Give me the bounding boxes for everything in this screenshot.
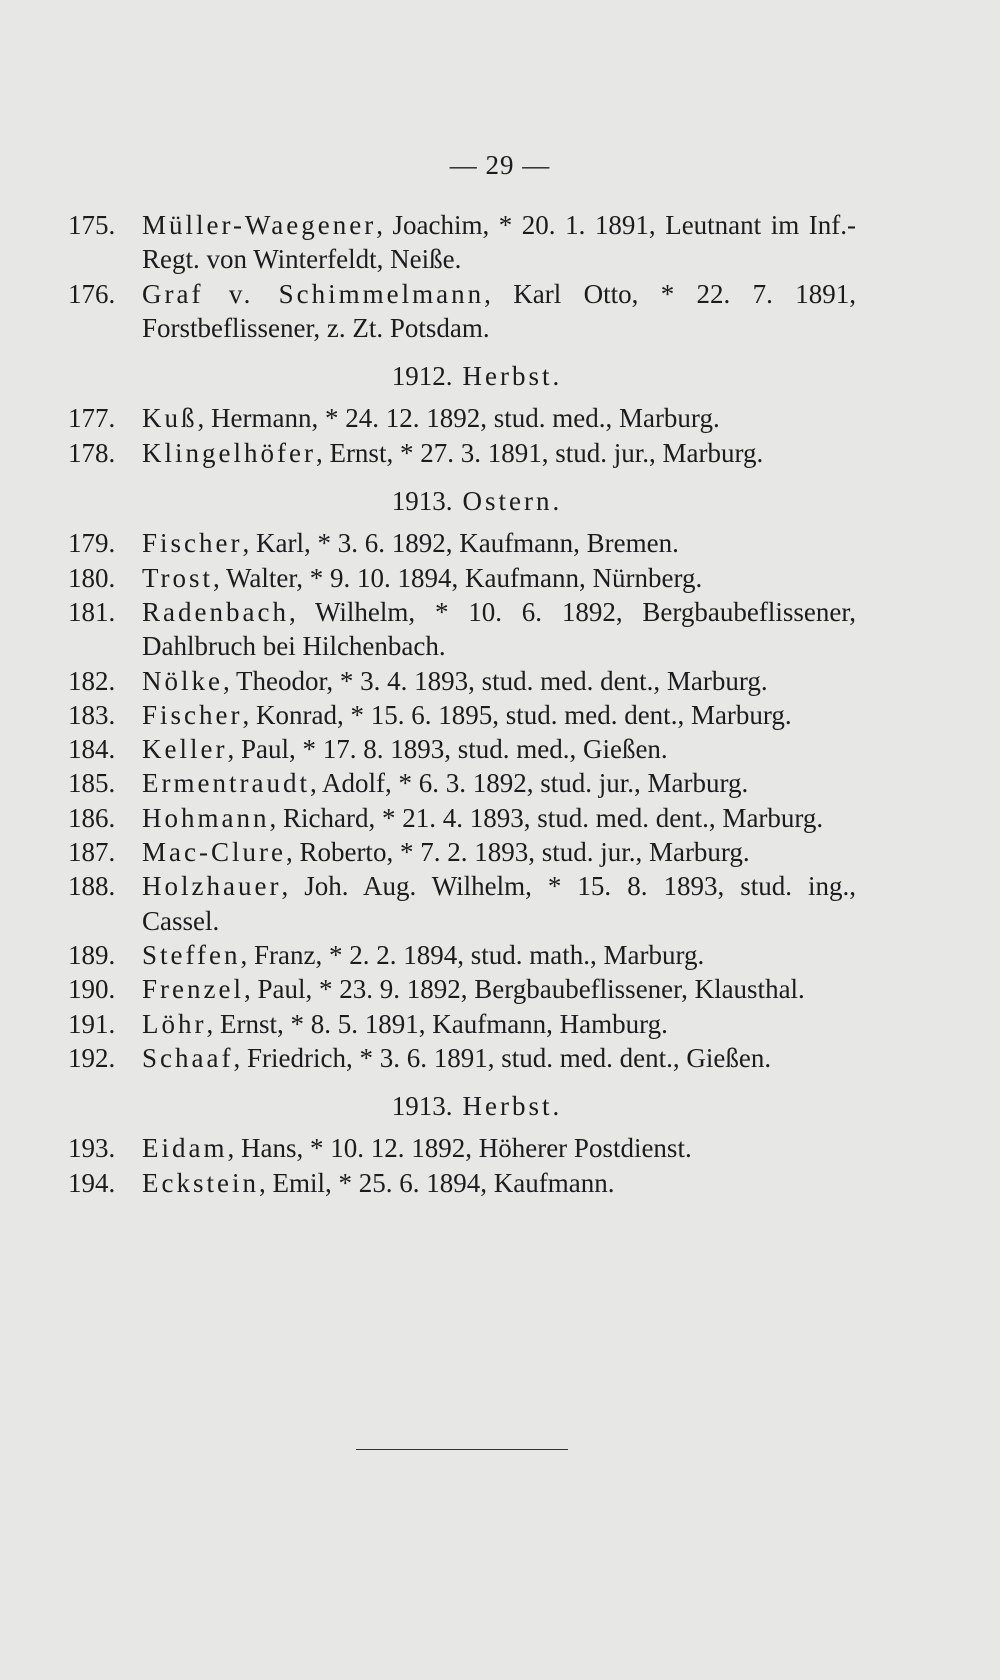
list-item: [68, 208, 856, 277]
page-number: — 29 —: [449, 150, 551, 180]
entry-number: 186.: [68, 802, 116, 833]
entry-number: 179.: [68, 528, 116, 559]
list-item: [68, 732, 856, 766]
entry-name: Frenzel: [142, 974, 244, 1005]
entry-number: 183.: [68, 699, 116, 730]
entry-number: 193.: [68, 1133, 116, 1164]
entry-name: Klingelhöfer: [142, 437, 316, 468]
entry-number: 191.: [68, 1008, 116, 1039]
entry-details: , Ernst, * 8. 5. 1891, Kaufmann, Hamburg.: [206, 1008, 668, 1039]
entry-name: Graf v. Schimmelmann: [142, 278, 485, 309]
entry-details: , Walter, * 9. 10. 1894, Kaufmann, Nürnberg.: [213, 562, 703, 593]
entry-name: Fischer: [142, 528, 243, 559]
entry-number: 185.: [68, 768, 116, 799]
entry-details: , Karl, * 3. 6. 1892, Kaufmann, Bremen.: [242, 528, 679, 559]
entry-name: Fischer: [142, 699, 243, 730]
section-term: Ostern.: [462, 486, 563, 517]
entry-name: Eidam: [142, 1133, 228, 1164]
entry-details: , Roberto, * 7. 2. 1893, stud. jur., Marburg.: [285, 837, 750, 868]
list-item: [68, 1131, 856, 1165]
entry-details: , Hermann, * 24. 12. 1892, stud. med., Marburg.: [197, 403, 720, 434]
section-year: 1913.: [391, 486, 453, 517]
entry-details: , Joachim, * 20. 1. 1891, Leutnant im Inf.-Regt. von Winterfeldt, Neiße.: [142, 210, 856, 275]
entry-name: Schaaf: [142, 1042, 234, 1073]
entry-number: 189.: [68, 939, 116, 970]
entry-name: Nölke: [142, 665, 223, 696]
list-item: [68, 698, 856, 732]
list-item: [68, 526, 856, 560]
list-item: [68, 1007, 856, 1041]
entry-details: , Karl Otto, * 22. 7. 1891, Forstbeflissener, z. Zt. Potsdam.: [142, 278, 857, 343]
entry-details: , Theodor, * 3. 4. 1893, stud. med. dent., Marburg.: [222, 665, 768, 696]
entry-number: 180.: [68, 562, 116, 593]
list-item: [68, 1041, 856, 1075]
entry-number: 178.: [68, 437, 116, 468]
entry-name: Hohmann: [142, 802, 270, 833]
entry-details: , Friedrich, * 3. 6. 1891, stud. med. dent., Gießen.: [233, 1042, 772, 1073]
entry-number: 190.: [68, 974, 116, 1005]
list-item: [68, 869, 856, 938]
list-item: [68, 801, 856, 835]
end-rule: [356, 1449, 568, 1450]
entry-number: 192.: [68, 1042, 116, 1073]
section-term: Herbst.: [462, 361, 563, 392]
list-item: [68, 972, 856, 1006]
entry-details: , Richard, * 21. 4. 1893, stud. med. dent., Marburg.: [269, 802, 824, 833]
entry-name: Trost: [142, 562, 214, 593]
entry-name: Löhr: [142, 1008, 207, 1039]
entry-details: , Joh. Aug. Wilhelm, * 15. 8. 1893, stud. ing., Cassel.: [142, 871, 856, 936]
section-year: 1912.: [391, 361, 453, 392]
entry-details: , Wilhelm, * 10. 6. 1892, Bergbaubeflissener, Dahlbruch bei Hilchenbach.: [142, 596, 856, 662]
entry-number: 184.: [68, 734, 116, 765]
list-item: [68, 561, 856, 595]
list-item: [68, 595, 856, 664]
section-heading: [68, 1089, 856, 1123]
list-item: [68, 401, 856, 435]
list-item: [68, 436, 856, 470]
list-item: [68, 766, 856, 800]
entry-number: 176.: [68, 278, 116, 309]
list-item: [68, 938, 856, 972]
entry-details: , Adolf, * 6. 3. 1892, stud. jur., Marburg.: [309, 768, 749, 799]
entry-name: Eckstein: [142, 1167, 259, 1198]
entry-number: 177.: [68, 403, 116, 434]
entry-number: 188.: [68, 871, 116, 902]
entry-details: , Ernst, * 27. 3. 1891, stud. jur., Marburg.: [315, 437, 764, 468]
entry-name: Holzhauer: [142, 871, 282, 902]
entry-details: , Paul, * 23. 9. 1892, Bergbaubeflissener, Klausthal.: [243, 974, 805, 1005]
entry-number: 181.: [68, 596, 116, 627]
entry-name: Ermentraudt: [142, 768, 310, 799]
entry-name: Keller: [142, 734, 228, 765]
entry-number: 182.: [68, 665, 116, 696]
entry-number: 175.: [68, 210, 116, 240]
entry-number: 194.: [68, 1167, 116, 1198]
section-heading: [68, 484, 856, 518]
entry-details: , Franz, * 2. 2. 1894, stud. math., Marburg.: [240, 939, 705, 970]
section-year: 1913.: [391, 1091, 453, 1122]
entry-details: , Paul, * 17. 8. 1893, stud. med., Gießen.: [227, 734, 668, 765]
list-item: [68, 1166, 856, 1200]
entry-name: Radenbach: [142, 596, 289, 627]
section-heading: [68, 359, 856, 393]
entry-number: 187.: [68, 837, 116, 868]
entry-name: Mac-Clure: [142, 837, 286, 868]
entry-name: Müller-Waegener: [142, 210, 377, 240]
section-term: Herbst.: [462, 1091, 563, 1122]
entry-name: Steffen: [142, 939, 241, 970]
entry-details: , Emil, * 25. 6. 1894, Kaufmann.: [258, 1167, 615, 1198]
register-list: [68, 208, 856, 1200]
entry-name: Kuß: [142, 403, 198, 434]
list-item: [68, 664, 856, 698]
list-item: [68, 835, 856, 869]
entry-details: , Hans, * 10. 12. 1892, Höherer Postdienst.: [227, 1133, 692, 1164]
entry-details: , Konrad, * 15. 6. 1895, stud. med. dent., Marburg.: [242, 699, 792, 730]
list-item: [68, 277, 856, 346]
